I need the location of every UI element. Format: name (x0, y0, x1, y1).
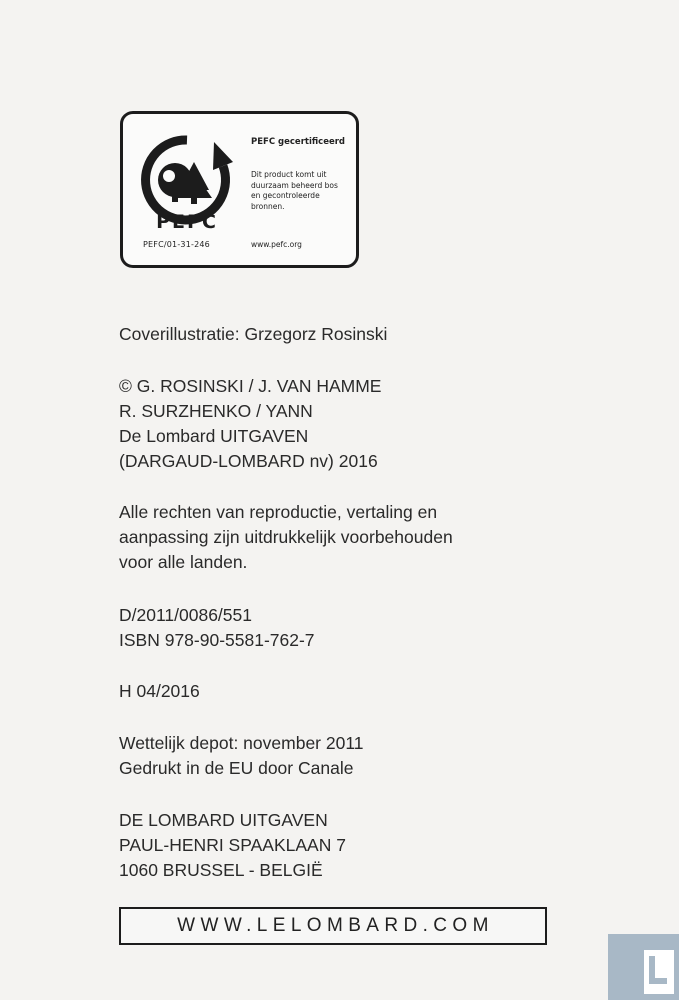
publisher-address (119, 808, 346, 883)
print-code: H 04/2016 (119, 681, 200, 701)
pefc-url[interactable]: www.pefc.org (251, 240, 302, 249)
website-banner (119, 907, 547, 945)
legal-block (119, 731, 364, 781)
pefc-description (251, 170, 359, 212)
address-line: DE LOMBARD UITGAVEN (119, 810, 328, 830)
pefc-desc-line: Dit product komt uit (251, 170, 327, 179)
printer-line: Gedrukt in de EU door Canale (119, 758, 354, 778)
copyright-line: (DARGAUD-LOMBARD nv) 2016 (119, 451, 378, 471)
pefc-logo-icon (137, 132, 237, 232)
copyright-block (119, 374, 381, 474)
pefc-desc-line: en gecontroleerde (251, 191, 320, 200)
pefc-desc-line: bronnen. (251, 201, 285, 211)
legal-deposit-number: D/2011/0086/551 (119, 605, 252, 625)
rights-line: voor alle landen. (119, 552, 248, 572)
copyright-line: R. SURZHENKO / YANN (119, 401, 313, 421)
copyright-line: De Lombard UITGAVEN (119, 426, 309, 446)
legal-deposit-line: Wettelijk depot: november 2011 (119, 733, 364, 753)
rights-line: Alle rechten van reproductie, vertaling en (119, 502, 438, 522)
rights-line: aanpassing zijn uitdrukkelijk voorbehouden (119, 527, 453, 547)
website-link[interactable]: WWW.LELOMBARD.COM (177, 915, 494, 936)
pefc-certification-box (120, 111, 359, 268)
address-line: PAUL-HENRI SPAAKLAAN 7 (119, 835, 346, 855)
rights-block (119, 500, 453, 575)
address-line: 1060 BRUSSEL - BELGIË (119, 860, 323, 880)
pefc-code: PEFC/01-31-246 (143, 240, 210, 249)
pefc-logo-text: PEFC (156, 211, 218, 232)
pefc-desc-line: duurzaam beheerd bos (251, 180, 338, 190)
isbn: ISBN 978-90-5581-762-7 (119, 630, 315, 650)
cover-credit: Coverillustratie: Grzegorz Rosinski (119, 324, 388, 344)
copyright-line: © G. ROSINSKI / J. VAN HAMME (119, 376, 382, 396)
pefc-title: PEFC gecertificeerd (251, 137, 346, 147)
corner-logo-icon (640, 944, 679, 1000)
identifiers-block (119, 603, 315, 653)
